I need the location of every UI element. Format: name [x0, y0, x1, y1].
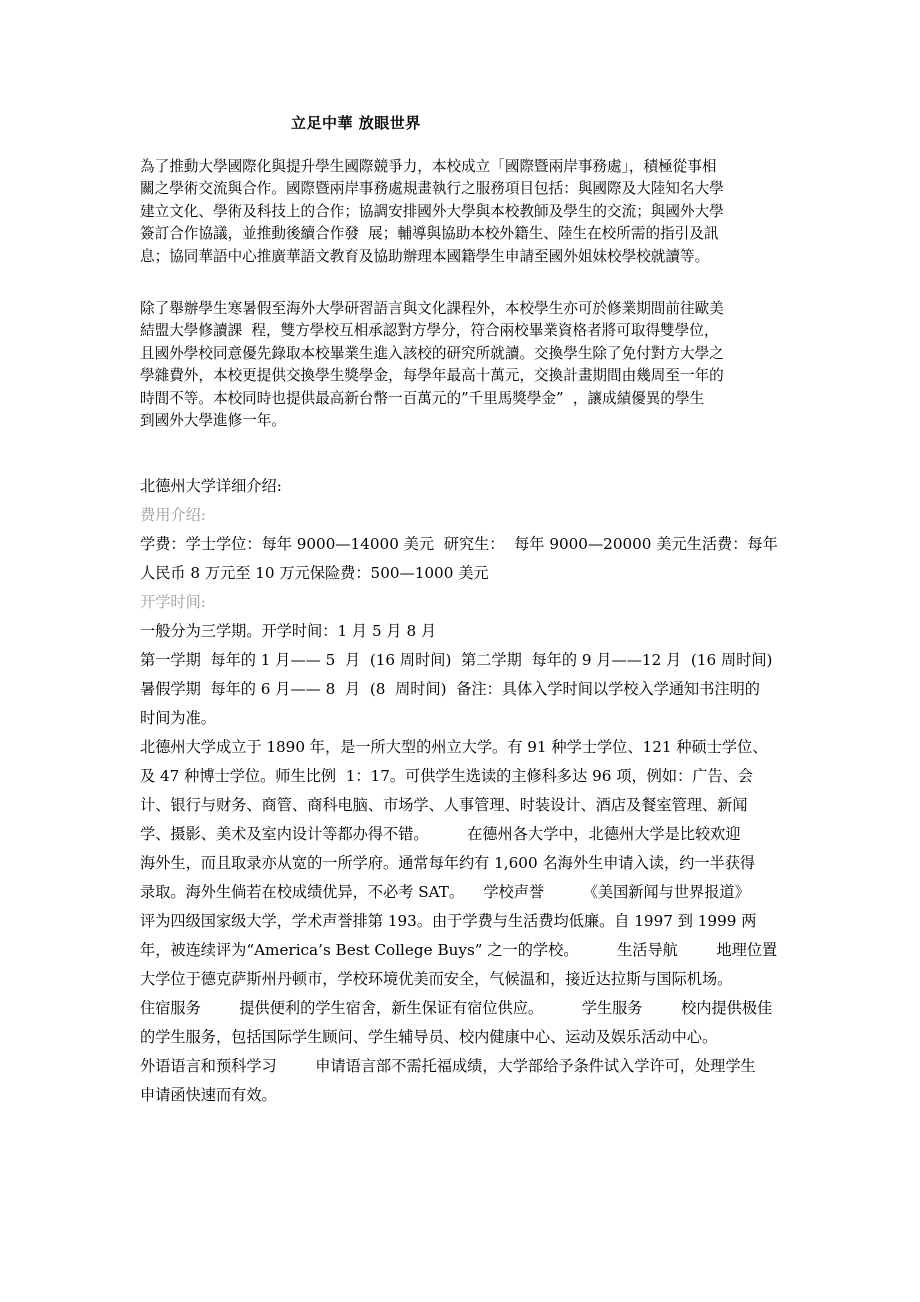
- text-line: 息；協同華語中心推廣華語文教育及協助辦理本國籍學生申請至國外姐妹校學校就讀等。: [140, 247, 710, 265]
- body-line: 海外生，而且取录亦从宽的一所学府。通常每年约有 1,600 名海外生申请入读，约一半获得: [140, 854, 756, 872]
- text-line: 為了推動大學國際化與提升學生國際競爭力，本校成立「國際暨兩岸事務處」，積極從事相: [140, 158, 717, 175]
- body-line: 评为四级国家级大学，学术声誉排第 193。由于学费与生活费均低廉。自 1997 到 1999 两: [140, 912, 757, 930]
- body-line: 及 47 种博士学位。师生比例 1：17。可供学生选读的主修科多达 96 项，例如：广告、会: [140, 767, 753, 785]
- paragraph-international-affairs: [140, 156, 792, 268]
- body-line: 外语语言和预科学习 申请语言部不需托福成绩，大学部给予条件试入学许可，处理学生: [140, 1057, 756, 1075]
- page-title: 立足中華 放眼世界: [291, 114, 421, 132]
- body-line: 的学生服务，包括国际学生顾问、学生辅导员、校内健康中心、运动及娱乐活动中心。: [140, 1028, 718, 1046]
- body-line: 一般分为三学期。开学时间：1 月 5 月 8 月: [140, 622, 437, 640]
- fee-line: 人民币 8 万元至 10 万元保险费：500—1000 美元: [140, 564, 489, 582]
- text-line: 時間不等。本校同時也提供最高新台幣一百萬元的”千里馬獎學金” ，讓成績優異的學生: [140, 389, 705, 407]
- start-time-label: 开学时间:: [140, 593, 206, 611]
- body-line: 时间为准。: [140, 709, 216, 727]
- body-line: 暑假学期 每年的 6 月—— 8 月 (8 周时间) 备注：具体入学时间以学校入学通知书注明的: [140, 680, 760, 698]
- text-line: 除了舉辦學生寒暑假至海外大學研習語言與文化課程外，本校學生亦可於修業期間前往歐美: [140, 300, 724, 317]
- text-line: 簽訂合作協議，並推動後續合作發 展；輔導與協助本校外籍生、陸生在校所需的指引及訊: [140, 225, 719, 243]
- body-line: 大学位于德克萨斯州丹顿市，学校环境优美而安全，气候温和，接近达拉斯与国际机场。: [140, 970, 733, 988]
- body-line: 录取。海外生倘若在校成绩优异，不必考 SAT。 学校声誉 《美国新闻与世界报道》: [140, 883, 750, 901]
- text-line: 關之學術交流與合作。國際暨兩岸事務處規畫執行之服務項目包括：與國際及大陸知名大學: [140, 180, 724, 198]
- body-line: 计、银行与财务、商管、商科电脑、市场学、人事管理、时装设计、酒店及餐室管理、新闻: [140, 796, 748, 814]
- text-line: 且國外學校同意優先錄取本校畢業生進入該校的研究所就讀。交換學生除了免付對方大學之: [140, 344, 724, 362]
- section-heading: 北德州大学详细介绍:: [140, 477, 282, 495]
- fee-line: 学费：学士学位：每年 9000—14000 美元 研究生： 每年 9000—20000 美元生活费：每年: [140, 535, 778, 553]
- body-line: 北德州大学成立于 1890 年，是一所大型的州立大学。有 91 种学士学位、121 种硕士学位、: [140, 738, 768, 756]
- body-line: 申请函快速而有效。: [140, 1086, 277, 1104]
- text-line: 結盟大學修讀課 程，雙方學校互相承認對方學分，符合兩校畢業資格者將可取得雙學位，: [140, 322, 719, 340]
- text-line: 到國外大學進修一年。: [140, 412, 286, 430]
- body-line: 学、摄影、美术及室内设计等都办得不错。 在德州各大学中，北德州大学是比较欢迎: [140, 825, 741, 843]
- body-line: 年，被连续评为“America’s Best College Buys” 之一的学校。 生活导航 地理位置: [140, 941, 778, 959]
- body-line: 住宿服务 提供便利的学生宿舍，新生保证有宿位供应。 学生服务 校内提供极佳: [140, 999, 773, 1017]
- text-line: 建立文化、學術及科技上的合作；協調安排國外大學與本校教師及學生的交流；與國外大學: [140, 202, 724, 220]
- unt-section: [140, 472, 800, 1110]
- fee-label: 费用介绍:: [140, 506, 206, 524]
- paragraph-exchange-program: [140, 298, 792, 432]
- text-line: 學雜費外，本校更提供交換學生獎學金，每學年最高十萬元，交換計畫期間由幾周至一年的: [140, 367, 724, 385]
- body-line: 第一学期 每年的 1 月—— 5 月 (16 周时间) 第二学期 每年的 9 月——12 月 (16 周时间): [140, 651, 773, 669]
